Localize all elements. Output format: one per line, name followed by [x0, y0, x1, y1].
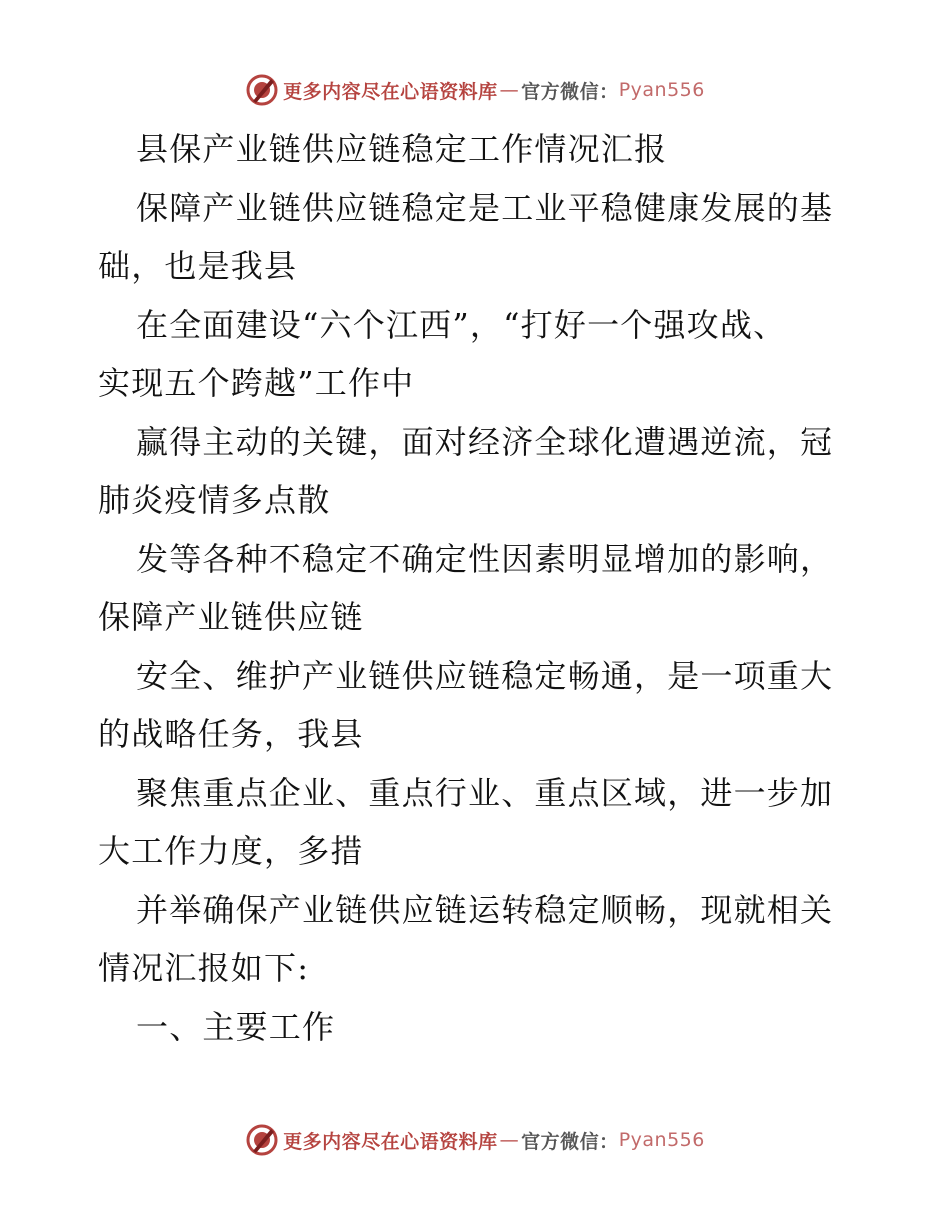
- text-line: 聚焦重点企业、重点行业、重点区域，进一步加: [136, 773, 834, 812]
- text-line: 赢得主动的关键，面对经济全球化遭遇逆流，冠: [136, 422, 834, 461]
- watermark-dash: —: [499, 1129, 520, 1151]
- header-watermark: [0, 72, 950, 108]
- text-line: 情况汇报如下:: [98, 949, 310, 987]
- section-heading: 一、主要工作: [136, 1007, 336, 1046]
- text-line: 大工作力度，多措: [98, 832, 364, 870]
- text-line: 实现五个跨越”工作中: [98, 364, 415, 402]
- text-line: 础，也是我县: [98, 247, 298, 285]
- text-line: 保障产业链供应链: [98, 598, 364, 636]
- text-line: 并举确保产业链供应链运转稳定顺畅，现就相关: [136, 890, 834, 929]
- text-line: 安全、维护产业链供应链稳定畅通，是一项重大: [136, 656, 834, 695]
- document-title: 县保产业链供应链稳定工作情况汇报: [136, 130, 668, 168]
- text-line: 保障产业链供应链稳定是工业平稳健康发展的基: [136, 188, 834, 227]
- footer-watermark: [0, 1122, 950, 1158]
- watermark-wechat-id: Pyan556: [618, 79, 705, 101]
- pen-logo-icon: [245, 1123, 279, 1157]
- watermark-name: 更多内容尽在心语资料库: [283, 1130, 498, 1153]
- text-line: 在全面建设“六个江西”，“打好一个强攻战、: [136, 305, 787, 344]
- text-line: 发等各种不稳定不确定性因素明显增加的影响，: [136, 539, 834, 578]
- watermark-wechat-label: 官方微信：: [521, 80, 619, 103]
- text-line: 的战略任务，我县: [98, 715, 364, 753]
- document-body: [98, 120, 858, 1056]
- watermark-dash: —: [499, 79, 520, 101]
- watermark-wechat-id: Pyan556: [618, 1129, 705, 1151]
- text-line: 肺炎疫情多点散: [98, 481, 331, 519]
- watermark-name: 更多内容尽在心语资料库: [283, 80, 498, 103]
- pen-logo-icon: [245, 73, 279, 107]
- watermark-wechat-label: 官方微信：: [521, 1130, 619, 1153]
